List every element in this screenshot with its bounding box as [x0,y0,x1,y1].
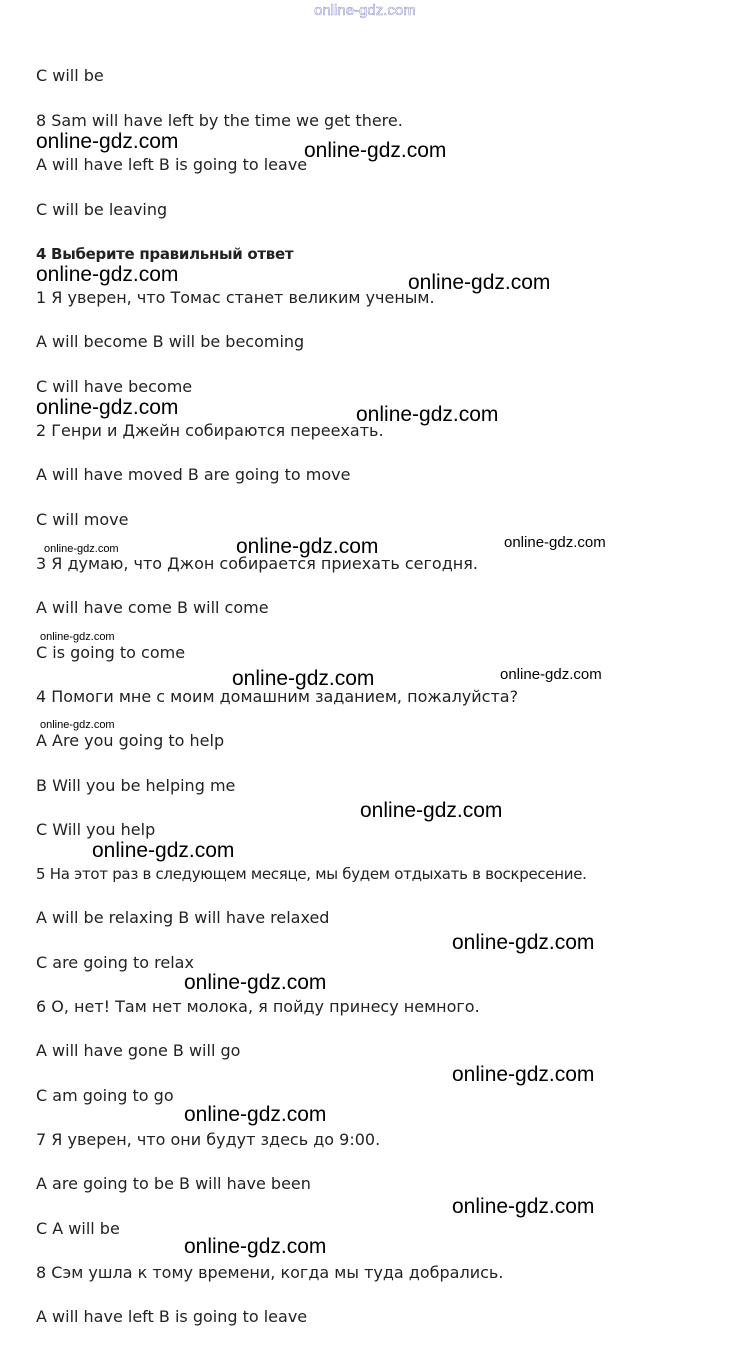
answer-option: C A will be [36,1219,120,1238]
watermark: online-gdz.com [408,271,551,294]
question-text: 8 Sam will have left by the time we get there. [36,111,403,130]
watermark: online-gdz.com [236,535,379,558]
watermark: online-gdz.com [452,1195,595,1218]
watermark: online-gdz.com [36,263,179,286]
question-text: 4 Помоги мне с моим домашним заданием, пожалуйста? [36,687,519,706]
answer-option: C are going to relax [36,953,194,972]
answer-option: C am going to go [36,1086,174,1105]
answer-option: C Will you help [36,820,156,839]
answer-option: A Are you going to help [36,731,225,750]
answer-option: C will move [36,510,129,529]
answer-option: A will have moved B are going to move [36,465,351,484]
answer-option: A will have come B will come [36,598,269,617]
watermark: online-gdz.com [184,971,327,994]
watermark: online-gdz.com [36,396,179,419]
watermark: online-gdz.com [92,839,235,862]
answer-option: A will have left B is going to leave [36,155,308,174]
watermark: online-gdz.com [184,1103,327,1126]
question-text: 8 Сэм ушла к тому времени, когда мы туда добрались. [36,1263,504,1282]
watermark: online-gdz.com [232,667,375,690]
question-text: 2 Генри и Джейн собираются переехать. [36,421,384,440]
answer-option: C will be [36,66,104,85]
watermark: online-gdz.com [304,139,447,162]
answer-option: B Will you be helping me [36,776,236,795]
watermark: online-gdz.com [360,799,503,822]
answer-option: C will have become [36,377,193,396]
question-text: 3 Я думаю, что Джон собирается приехать сегодня. [36,554,478,573]
question-text: 6 О, нет! Там нет молока, я пойду принесу немного. [36,997,480,1016]
watermark: online-gdz.com [44,543,119,555]
watermark: online-gdz.com [452,1063,595,1086]
watermark: online-gdz.com [36,130,179,153]
answer-option: C is going to come [36,643,186,662]
answer-option: A will be relaxing B will have relaxed [36,908,330,927]
watermark: online-gdz.com [356,403,499,426]
watermark: online-gdz.com [40,719,115,731]
answer-option: A will have gone B will go [36,1041,241,1060]
answer-option: A will become B will be becoming [36,332,305,351]
watermark-top: online-gdz.com [314,2,416,19]
watermark: online-gdz.com [184,1235,327,1258]
watermark: online-gdz.com [40,631,115,643]
watermark: online-gdz.com [500,666,602,683]
watermark: online-gdz.com [504,534,606,551]
section-heading: 4 Выберите правильный ответ [36,245,294,263]
question-text: 5 На этот раз в следующем месяце, мы будем отдыхать в воскресение. [36,865,587,883]
question-text: 1 Я уверен, что Томас станет великим ученым. [36,288,435,307]
watermark: online-gdz.com [452,931,595,954]
question-text: 7 Я уверен, что они будут здесь до 9:00. [36,1130,381,1149]
answer-option: A are going to be B will have been [36,1174,311,1193]
answer-option: A will have left B is going to leave [36,1307,308,1326]
answer-option: C will be leaving [36,200,168,219]
